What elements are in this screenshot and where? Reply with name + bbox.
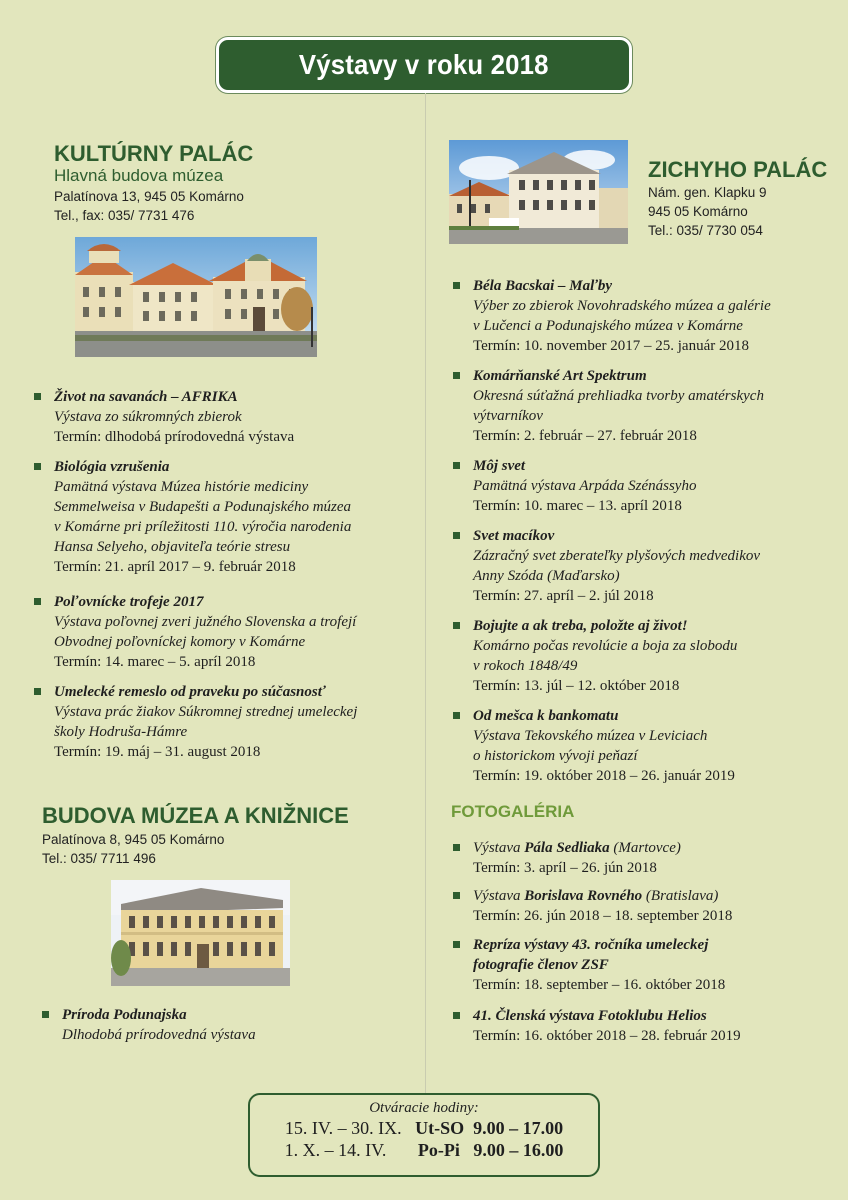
exhibition-desc: Pamätná výstava Arpáda Szénássyho	[473, 478, 697, 494]
exhibition-desc: Zázračný svet zberateľky plyšových medvedikov	[473, 548, 761, 564]
zichy-phone: Tel.: 035/ 7730 054	[648, 223, 763, 238]
exhibition-term: Termín: 19. máj – 31. august 2018	[54, 744, 261, 760]
exhibition-desc: v Komárne pri príležitosti 110. výročia narodenia	[54, 519, 352, 535]
bullet-icon	[453, 712, 460, 719]
bullet-icon	[453, 372, 460, 379]
bullet-icon	[34, 463, 41, 470]
exhibition-term: Termín: 13. júl – 12. október 2018	[473, 678, 680, 694]
budova-heading: BUDOVA MÚZEA A KNIŽNICE	[42, 803, 349, 828]
exhibition-item	[473, 526, 760, 606]
bullet-icon	[42, 1011, 49, 1018]
fotogaleria-title: 41. Členská výstava Fotoklubu Helios	[473, 1008, 707, 1024]
budova-muzea-photo	[111, 880, 290, 986]
exhibition-desc: v rokoch 1848/49	[473, 658, 578, 674]
fotogaleria-term: Termín: 3. apríl – 26. jún 2018	[473, 860, 657, 876]
bullet-icon	[453, 844, 460, 851]
exhibition-item	[62, 1005, 256, 1045]
exhibition-item	[473, 366, 764, 446]
exhibition-title: Bojujte a ak treba, položte aj život!	[473, 618, 688, 634]
exhibition-term: Termín: dlhodobá prírodovedná výstava	[54, 429, 295, 445]
fotogaleria-term: Termín: 26. jún 2018 – 18. september 2018	[473, 908, 733, 924]
exhibition-desc: Výstava prác žiakov Súkromnej strednej umeleckej	[54, 704, 358, 720]
kulturny-palac-photo	[75, 237, 317, 357]
page-title-box	[216, 37, 632, 93]
exhibition-item	[54, 682, 357, 762]
exhibition-desc: Pamätná výstava Múzea histórie mediciny	[54, 479, 309, 495]
exhibition-item	[473, 276, 771, 356]
zichy-address-street: Nám. gen. Klapku 9	[648, 185, 767, 200]
bullet-icon	[34, 393, 41, 400]
bullet-icon	[453, 941, 460, 948]
exhibition-desc: Obvodnej poľovníckej komory v Komárne	[54, 634, 306, 650]
zichy-heading: ZICHYHO PALÁC	[648, 157, 828, 182]
fotogaleria-item	[473, 838, 681, 878]
bullet-icon	[453, 282, 460, 289]
bullet-icon	[453, 892, 460, 899]
exhibition-desc: o historickom vývoji peňazí	[473, 748, 638, 764]
bullet-icon	[453, 622, 460, 629]
zichy-address-city: 945 05 Komárno	[648, 204, 748, 219]
kulturny-address: Palatínova 13, 945 05 Komárno	[54, 189, 244, 204]
exhibition-title: Môj svet	[473, 458, 526, 474]
kulturny-phone: Tel., fax: 035/ 7731 476	[54, 208, 195, 223]
exhibition-term: Termín: 2. február – 27. február 2018	[473, 428, 697, 444]
bullet-icon	[453, 532, 460, 539]
opening-hours-row: 15. IV. – 30. IX. Ut-SO 9.00 – 17.00	[284, 1118, 564, 1138]
exhibition-item	[473, 616, 737, 696]
exhibition-desc: Výstava poľovnej zveri južného Slovenska a trofejí	[54, 614, 357, 630]
fotogaleria-heading: FOTOGALÉRIA	[451, 802, 575, 821]
exhibition-desc: Semmelweisa v Budapešti a Podunajského múzea	[54, 499, 352, 515]
exhibition-desc: Okresná súťažná prehliadka tvorby amatérskych	[473, 388, 764, 404]
exhibition-title: Život na savanách – AFRIKA	[54, 389, 238, 405]
exhibition-item	[473, 456, 696, 516]
zichy-palac-photo	[449, 140, 628, 244]
page-title: Výstavy v roku 2018	[299, 49, 549, 80]
fotogaleria-title: Repríza výstavy 43. ročníka umeleckej	[473, 937, 709, 953]
exhibition-title: Svet macíkov	[473, 528, 555, 544]
fotogaleria-item	[473, 1006, 741, 1046]
exhibition-desc: Výstava zo súkromných zbierok	[54, 409, 242, 425]
exhibition-title: Biológia vzrušenia	[54, 459, 170, 475]
column-divider	[425, 93, 426, 1093]
kulturny-subtitle: Hlavná budova múzea	[54, 166, 224, 185]
exhibition-title: Béla Bacskai – Maľby	[473, 278, 613, 294]
bullet-icon	[453, 1012, 460, 1019]
exhibition-title: Poľovnícke trofeje 2017	[54, 594, 204, 610]
fotogaleria-title: Výstava Pála Sedliaka (Martovce)	[473, 840, 681, 856]
exhibition-term: Termín: 10. marec – 13. apríl 2018	[473, 498, 682, 514]
budova-address: Palatínova 8, 945 05 Komárno	[42, 832, 225, 847]
exhibition-item	[54, 387, 294, 447]
exhibition-desc: Výstava Tekovského múzea v Leviciach	[473, 728, 708, 744]
exhibition-term: Termín: 10. november 2017 – 25. január 2018	[473, 338, 749, 354]
fotogaleria-term: Termín: 18. september – 16. október 2018	[473, 977, 726, 993]
exhibition-term: Termín: 14. marec – 5. apríl 2018	[54, 654, 256, 670]
exhibition-item	[54, 457, 351, 577]
exhibition-desc: Anny Szóda (Maďarsko)	[473, 568, 620, 584]
exhibition-term: Termín: 21. apríl 2017 – 9. február 2018	[54, 559, 296, 575]
bullet-icon	[453, 462, 460, 469]
bullet-icon	[34, 598, 41, 605]
exhibition-term: Termín: 27. apríl – 2. júl 2018	[473, 588, 654, 604]
exhibition-term: Termín: 19. október 2018 – 26. január 2019	[473, 768, 735, 784]
exhibition-title: Komárňanské Art Spektrum	[473, 368, 647, 384]
opening-hours-row: 1. X. – 14. IV. Po-Pi 9.00 – 16.00	[284, 1140, 564, 1160]
fotogaleria-item	[473, 886, 732, 926]
exhibition-desc: Dlhodobá prírodovedná výstava	[62, 1027, 256, 1043]
exhibition-title: Príroda Podunajska	[62, 1007, 187, 1023]
exhibition-item	[473, 706, 735, 786]
exhibition-desc: Výber zo zbierok Novohradského múzea a galérie	[473, 298, 771, 314]
fotogaleria-term: Termín: 16. október 2018 – 28. február 2019	[473, 1028, 741, 1044]
budova-phone: Tel.: 035/ 7711 496	[42, 851, 156, 866]
fotogaleria-title: Výstava Borislava Rovného (Bratislava)	[473, 888, 719, 904]
fotogaleria-item	[473, 935, 725, 995]
bullet-icon	[34, 688, 41, 695]
exhibition-desc: v Lučenci a Podunajského múzea v Komárne	[473, 318, 743, 334]
kulturny-heading: KULTÚRNY PALÁC	[54, 141, 254, 166]
opening-hours-box	[248, 1093, 600, 1177]
exhibition-item	[54, 592, 356, 672]
exhibition-desc: školy Hodruša-Hámre	[54, 724, 188, 740]
exhibition-desc: Komárno počas revolúcie a boja za slobodu	[473, 638, 738, 654]
exhibition-title: Od mešca k bankomatu	[473, 708, 619, 724]
exhibition-title: Umelecké remeslo od praveku po súčasnosť	[54, 684, 326, 700]
exhibition-desc: Hansa Selyeho, objaviteľa teórie stresu	[54, 539, 291, 555]
opening-hours-caption: Otváracie hodiny:	[369, 1100, 479, 1116]
exhibition-desc: výtvarníkov	[473, 408, 543, 424]
fotogaleria-title: fotografie členov ZSF	[473, 957, 609, 973]
